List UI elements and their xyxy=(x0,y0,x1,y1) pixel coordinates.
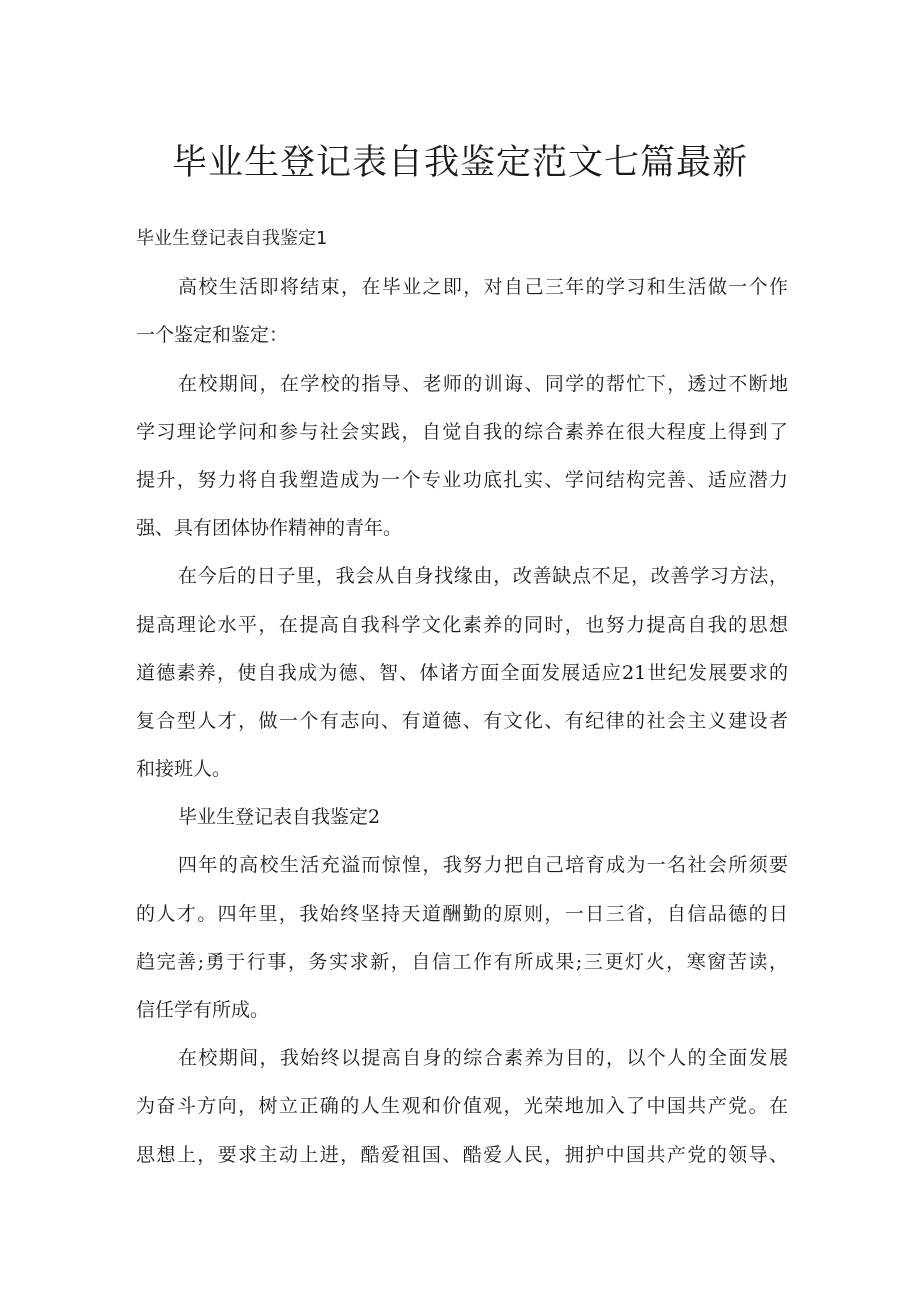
paragraph-line: 和接班人。 xyxy=(136,758,232,781)
section-heading-1: 毕业生登记表自我鉴定1 xyxy=(136,228,328,249)
paragraph-line: 强、具有团体协作精神的青年。 xyxy=(136,517,403,540)
paragraph-line: 一个鉴定和鉴定： xyxy=(136,324,289,347)
paragraph-line: 信任学有所成。 xyxy=(136,999,270,1021)
paragraph-line: 提升，努力将自我塑造成为一个专业功底扎实、学问结构完善、适应潜力 xyxy=(136,468,788,491)
paragraph-line: 在今后的日子里，我会从自身找缘由，改善缺点不足，改善学习方法， xyxy=(178,565,788,588)
paragraph-line: 四年的高校生活充溢而惊惶，我努力把自己培育成为一名社会所须要 xyxy=(178,854,788,877)
paragraph-line: 道德素养，使自我成为德、智、体诸方面全面发展适应21世纪发展要求的 xyxy=(136,661,788,684)
document-body xyxy=(136,215,788,1179)
paragraph-line: 在校期间，在学校的指导、老师的训诲、同学的帮忙下，透过不断地 xyxy=(178,372,788,395)
paragraph-line: 学习理论学问和参与社会实践，自觉自我的综合素养在很大程度上得到了 xyxy=(136,420,788,443)
paragraph-line: 的人才。四年里，我始终坚持天道酬勤的原则，一日三省，自信品德的日 xyxy=(136,902,788,925)
paragraph-line: 复合型人才，做一个有志向、有道德、有文化、有纪律的社会主义建设者 xyxy=(136,709,788,732)
document-title: 毕业生登记表自我鉴定范文七篇最新 xyxy=(171,143,748,183)
paragraph-line: 高校生活即将结束，在毕业之即，对自己三年的学习和生活做一个作 xyxy=(178,276,788,299)
paragraph-line: 为奋斗方向，树立正确的人生观和价值观，光荣地加入了中国共产党。在 xyxy=(136,1095,788,1118)
section-heading-2: 毕业生登记表自我鉴定2 xyxy=(178,806,381,829)
paragraph-line: 趋完善;勇于行事，务实求新，自信工作有所成果;三更灯火，寒窗苦读， xyxy=(136,950,788,973)
paragraph-line: 提高理论水平，在提高自我科学文化素养的同时，也努力提高自我的思想 xyxy=(136,613,788,636)
paragraph-line: 在校期间，我始终以提高自身的综合素养为目的，以个人的全面发展 xyxy=(178,1047,788,1070)
paragraph-line: 思想上，要求主动上进，酷爱祖国、酷爱人民，拥护中国共产党的领导、 xyxy=(136,1143,788,1166)
